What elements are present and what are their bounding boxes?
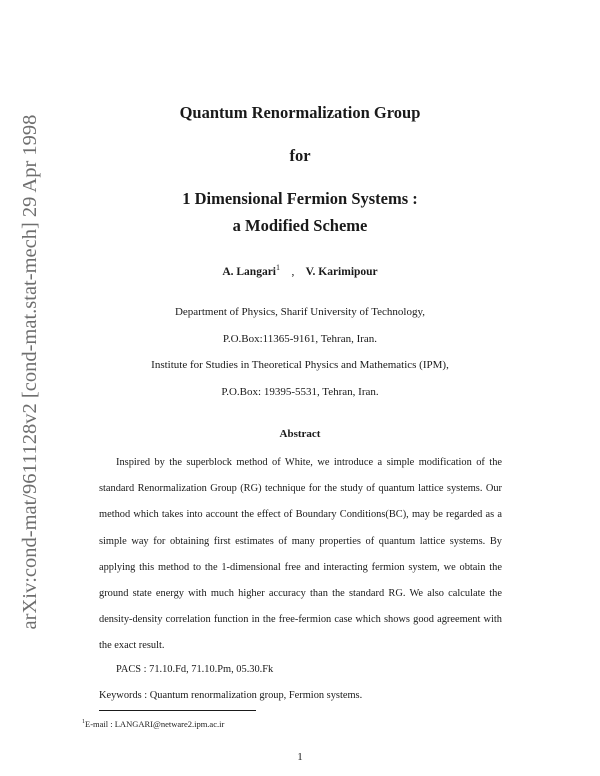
affiliation-line-3: Institute for Studies in Theoretical Physics and Mathematics (IPM), bbox=[151, 359, 449, 371]
abstract-body bbox=[99, 450, 502, 660]
footnote bbox=[82, 719, 224, 729]
pacs-line: PACS : 71.10.Fd, 71.10.Pm, 05.30.Fk bbox=[116, 664, 274, 675]
author-2: V. Karimipour bbox=[305, 265, 378, 278]
title-line-4: a Modified Scheme bbox=[232, 216, 368, 235]
page-number: 1 bbox=[297, 751, 303, 763]
affiliation-line-1: Department of Physics, Sharif University of Technology, bbox=[174, 306, 426, 318]
authors bbox=[0, 263, 600, 278]
arxiv-date: 29 Apr 1998 bbox=[19, 114, 41, 218]
affiliation-line-2: P.O.Box:11365-9161, Tehran, Iran. bbox=[222, 333, 378, 345]
title-line-3: 1 Dimensional Fermion Systems : bbox=[182, 189, 418, 208]
arxiv-id: arXiv:cond-mat/9611128v2 bbox=[19, 403, 41, 630]
footnote-rule bbox=[99, 710, 256, 711]
title-line-1: Quantum Renormalization Group bbox=[179, 103, 421, 122]
keywords-line: Keywords : Quantum renormalization group, Fermion systems. bbox=[99, 690, 363, 701]
author-1-footnote-mark: 1 bbox=[276, 263, 280, 272]
abstract-heading: Abstract bbox=[279, 428, 321, 440]
abstract-text: Inspired by the superblock method of White, we introduce a simple modification of the standard Renormalization Group (RG) technique for the study of quantum lattice systems. Our method which takes into account the effect of Boundary Conditions(BC), may be regarded as a simple way for obtaining first estimates of many properties of quantum lattice systems. By applying this method to the 1-dimensional free and interacting fermion system, we obtain the ground state energy with much higher accuracy than the standard RG. We also calculate the density-density correlation function in the free-fermion case which shows good agreement with the exact result. bbox=[99, 457, 502, 652]
arxiv-category: [cond-mat.stat-mech] bbox=[19, 222, 41, 399]
affiliation-line-4: P.O.Box: 19395-5531, Tehran, Iran. bbox=[221, 386, 379, 398]
title-line-2: for bbox=[289, 146, 311, 165]
footnote-email: E-mail : LANGARI@netware2.ipm.ac.ir bbox=[85, 719, 225, 729]
author-separator: , bbox=[291, 265, 295, 278]
footnote-mark: 1 bbox=[82, 719, 85, 726]
author-1: A. Langari bbox=[222, 265, 276, 278]
